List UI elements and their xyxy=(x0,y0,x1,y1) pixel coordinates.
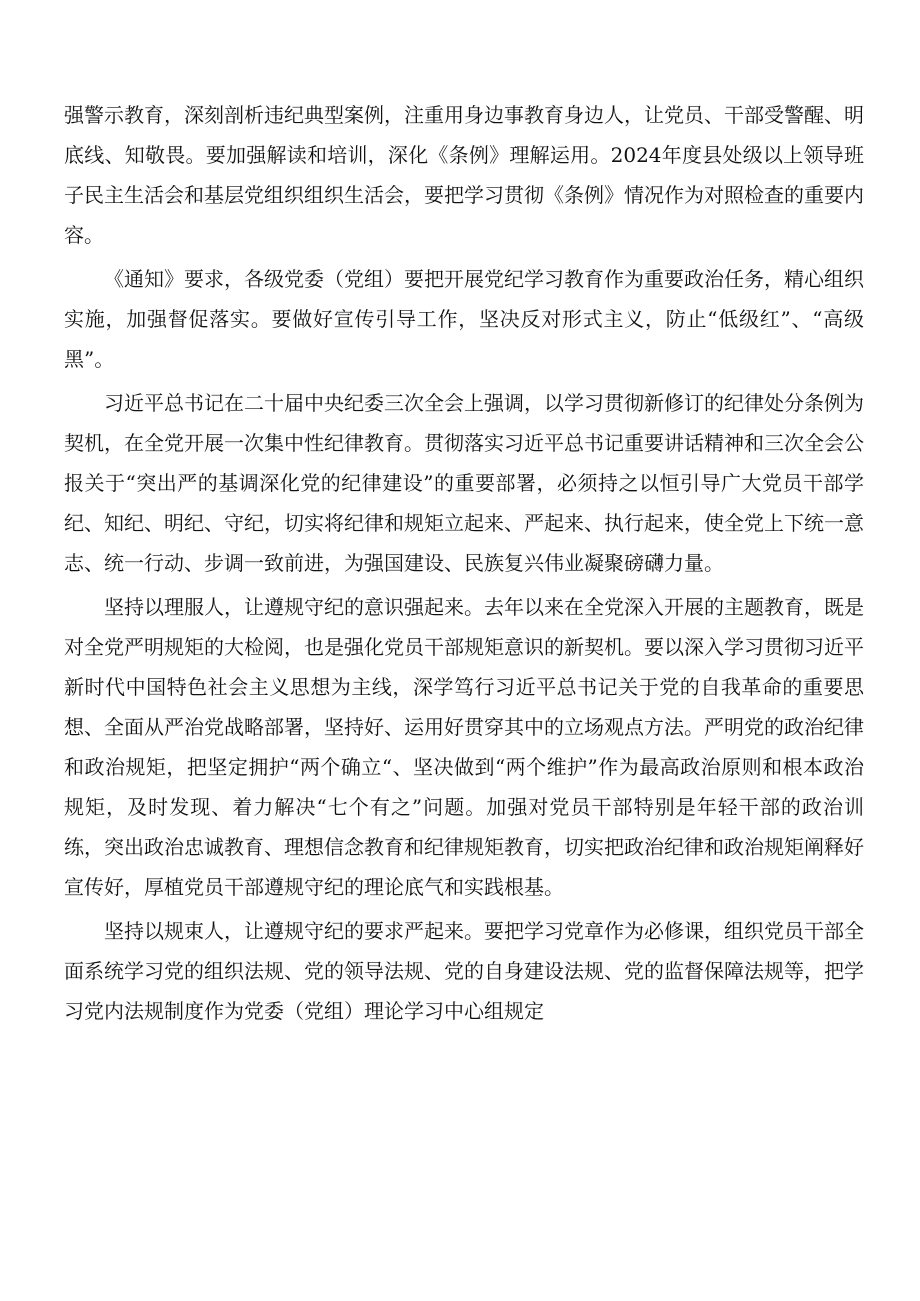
paragraph-restrain-by-rules: 坚持以规束人，让遵规守纪的要求严起来。要把学习党章作为必修课，组织党员干部全面系统学习党的组织法规、党的领导法规、党的自身建设法规、党的监督保障法规等，把学习党内法规制度作为党委（党组）理论学习中心组规定 xyxy=(64,919,864,1023)
paragraph-persuade-by-reason: 坚持以理服人，让遵规守纪的意识强起来。去年以来在全党深入开展的主题教育，既是对全党严明规矩的大检阅，也是强化党员干部规矩意识的新契机。要以深入学习贯彻习近平新时代中国特色社会主义思想为主线，深学笃行习近平总书记关于党的自我革命的重要思想、全面从严治党战略部署，坚持好、运用好贯穿其中的立场观点方法。严明党的政治纪律和政治规矩，把坚定拥护“两个确立“、坚决做到“两个维护”作为最高政治原则和根本政治规矩，及时发现、着力解决“七个有之”问题。加强对党员干部特别是年轻干部的政治训练，突出政治忠诚教育、理想信念教育和纪律规矩教育，切实把政治纪律和政治规矩阐释好宣传好，厚植党员干部遵规守纪的理论底气和实践根基。 xyxy=(64,595,864,899)
document-page xyxy=(64,95,864,1035)
paragraph-notice-requirements: 《通知》要求，各级党委（党组）要把开展党纪学习教育作为重要政治任务，精心组织实施，加强督促落实。要做好宣传引导工作，坚决反对形式主义，防止“低级红”、“高级黑”。 xyxy=(64,267,864,371)
paragraph-continued-warning-education: 强警示教育，深刻剖析违纪典型案例，注重用身边事教育身边人，让党员、干部受警醒、明底线、知敬畏。要加强解读和培训，深化《条例》理解运用。2024年度县处级以上领导班子民主生活会和基层党组织组织生活会，要把学习贯彻《条例》情况作为对照检查的重要内容。 xyxy=(64,103,864,247)
paragraph-central-commission-plenary: 习近平总书记在二十届中央纪委三次全会上强调，以学习贯彻新修订的纪律处分条例为契机，在全党开展一次集中性纪律教育。贯彻落实习近平总书记重要讲话精神和三次全会公报关于“突出严的基调深化党的纪律建设”的重要部署，必须持之以恒引导广大党员干部学纪、知纪、明纪、守纪，切实将纪律和规矩立起来、严起来、执行起来，使全党上下统一意志、统一行动、步调一致前进，为强国建设、民族复兴伟业凝聚磅礴力量。 xyxy=(64,391,864,575)
